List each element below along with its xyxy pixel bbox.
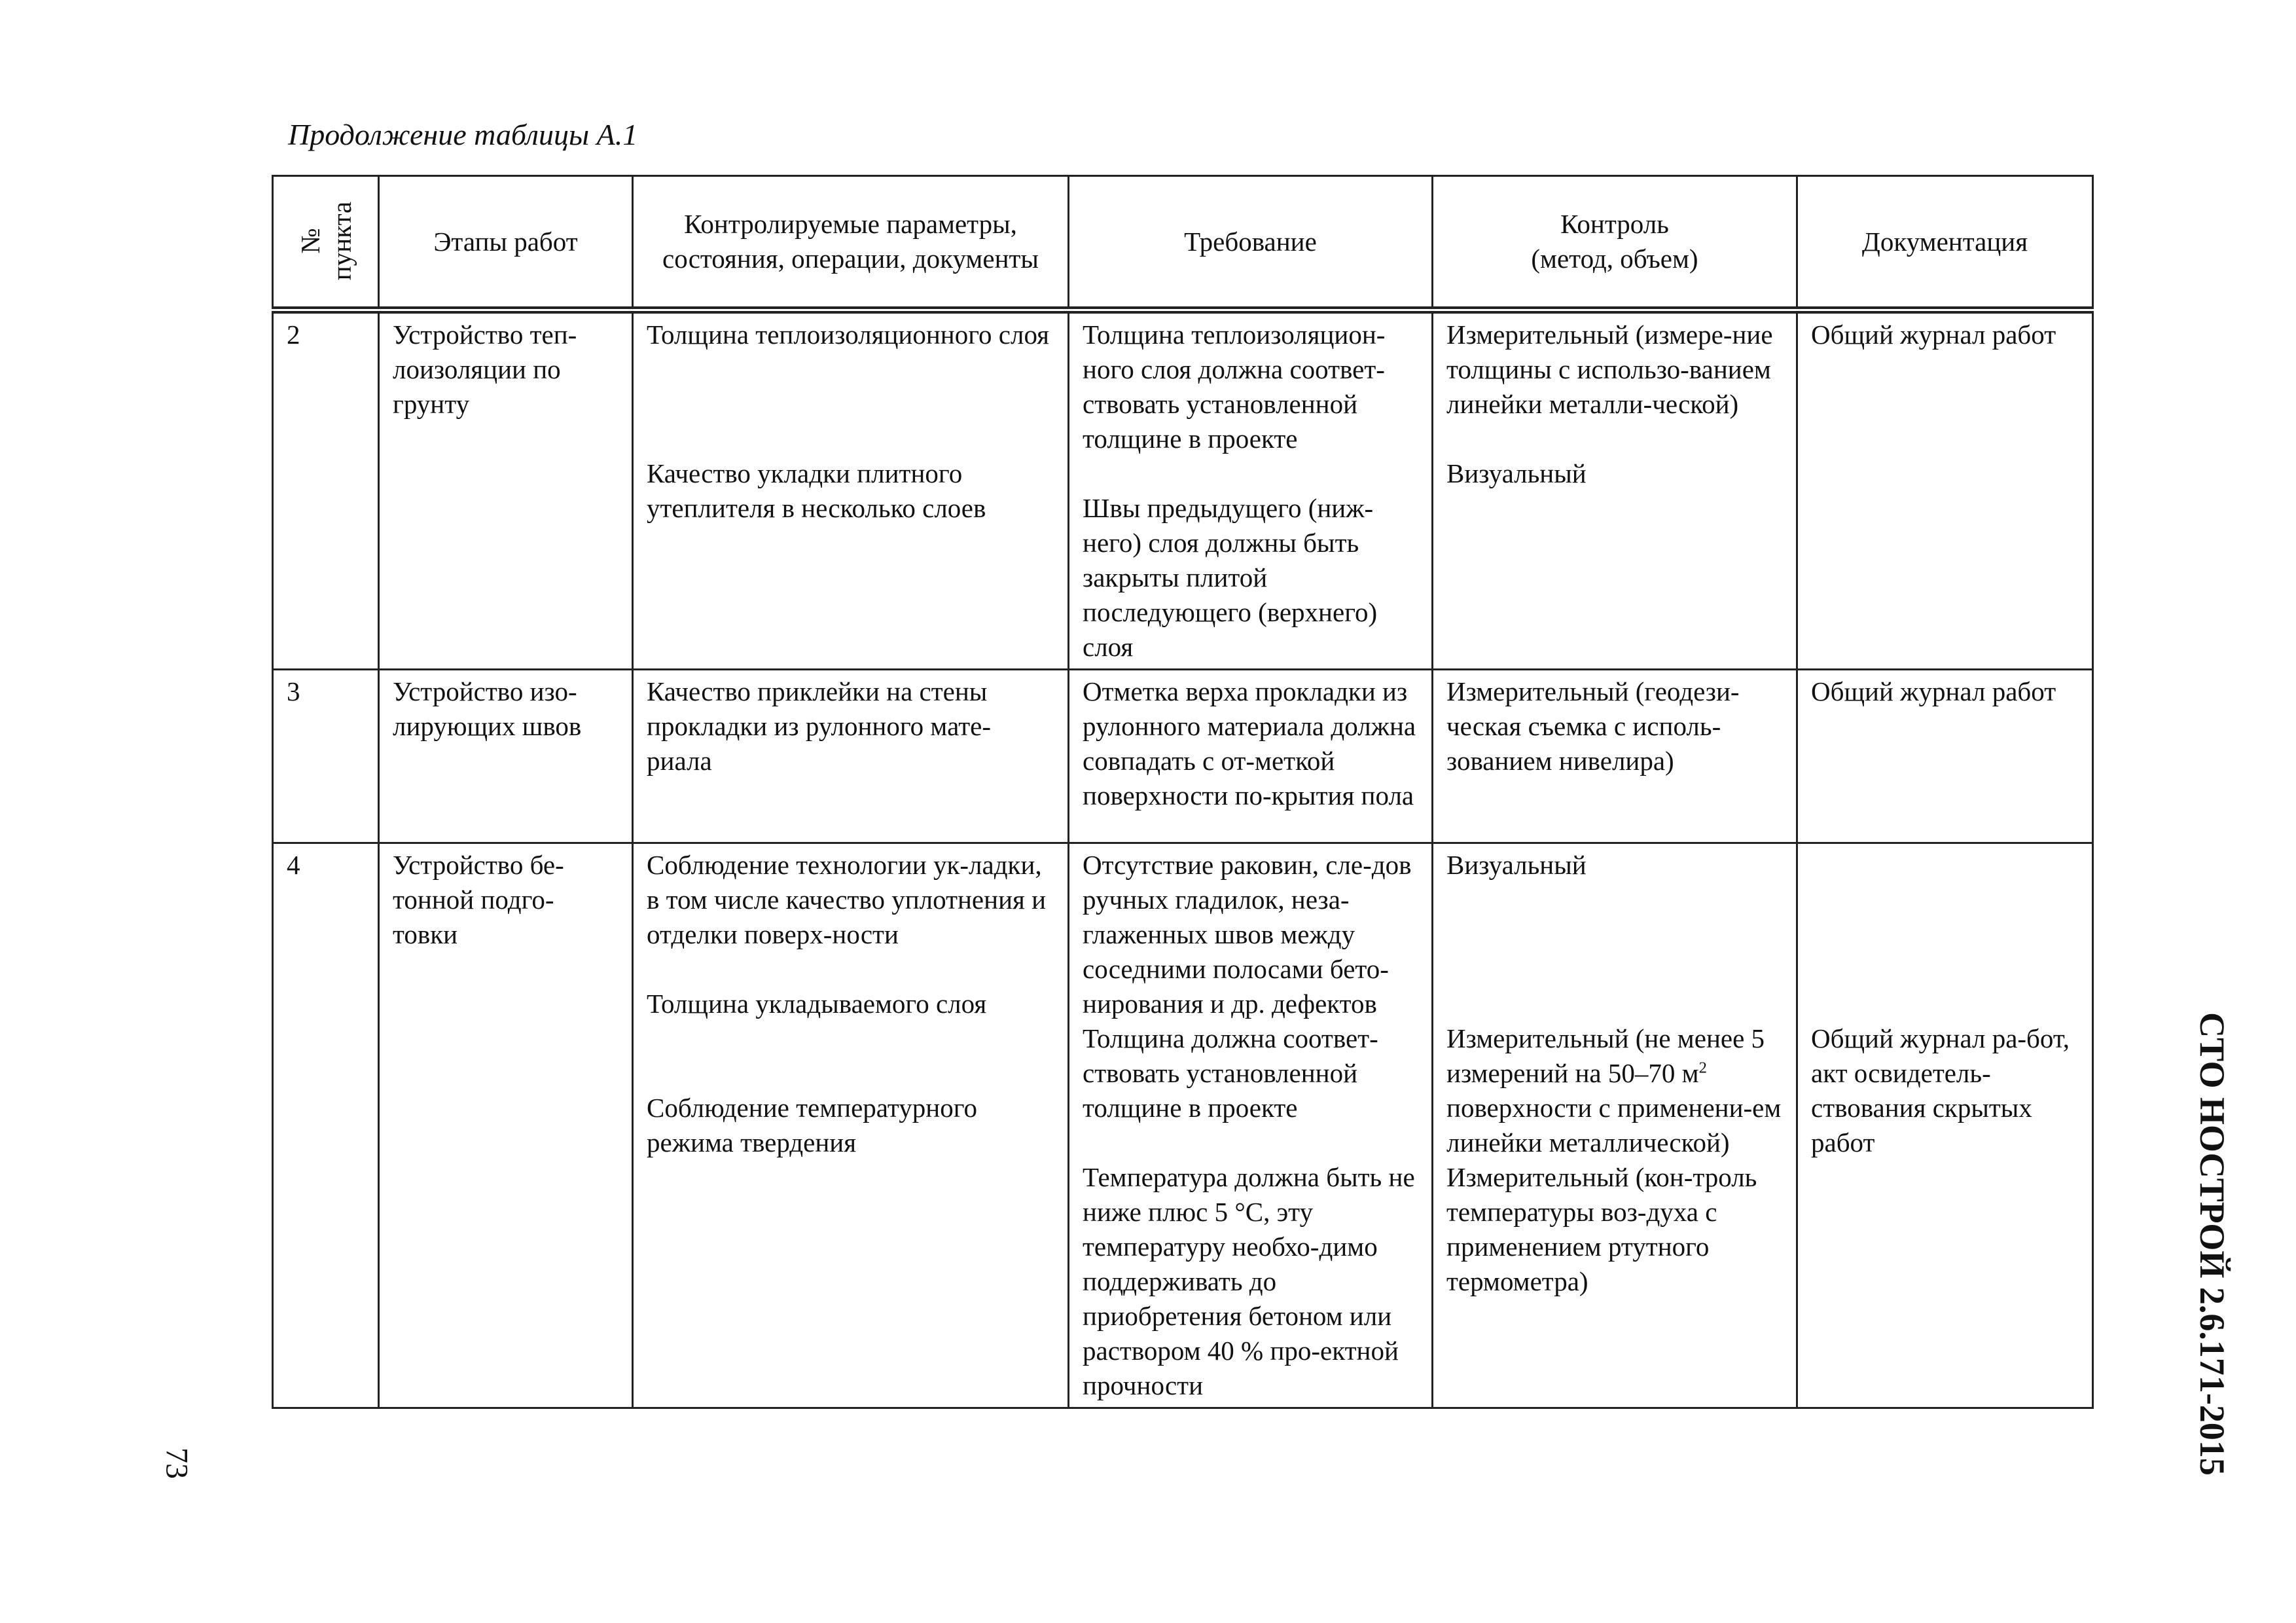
area-measure-text: Измерительный (не менее 5 измерений на 50–70 м bbox=[1446, 1023, 1765, 1088]
row-num: 2 bbox=[273, 310, 379, 670]
square-superscript: 2 bbox=[1698, 1059, 1707, 1077]
row-params: Толщина теплоизоляционного слоя Качество укладки плитного утеплителя в несколько слоев bbox=[633, 310, 1069, 670]
table-row bbox=[273, 310, 2093, 670]
row-stage: Устройство изо-лирующих швов bbox=[379, 670, 633, 843]
row-stage: Устройство теп-лоизоляции по грунту bbox=[379, 310, 633, 670]
row-docs: Общий журнал ра-бот, акт освидетель-ствования скрытых работ bbox=[1797, 843, 2093, 1408]
row-num: 4 bbox=[273, 843, 379, 1408]
row-stage: Устройство бе-тонной подго-товки bbox=[379, 843, 633, 1408]
row-params: Соблюдение технологии ук-ладки, в том числе качество уплотнения и отделки поверх-ности Толщина укладываемого слоя Соблюдение температурного режима твердения bbox=[633, 843, 1069, 1408]
row-control: Измерительный (геодези-ческая съемка с исполь-зованием нивелира) bbox=[1433, 670, 1797, 843]
header-num: № пункта bbox=[273, 176, 379, 310]
side-title: СТО НОСТРОЙ 2.6.171-2015 bbox=[2193, 1012, 2232, 1476]
row-params: Качество приклейки на стены прокладки из рулонного мате-риала bbox=[633, 670, 1069, 843]
row-requirement: Отметка верха прокладки из рулонного материала должна совпадать с от-меткой поверхности по-крытия пола bbox=[1069, 670, 1433, 843]
row-requirement: Отсутствие раковин, сле-дов ручных гладилок, неза-глаженных швов между соседними полосами бето-нирования и др. дефектов Толщина должна соответ-ствовать установленной толщине в проекте Температура должна быть не ниже плюс 5 °С, эту температуру необхо-димо поддерживать до приобретения бетоном или раствором 40 % про-ектной прочности bbox=[1069, 843, 1433, 1408]
table-caption: Продолжение таблицы А.1 bbox=[288, 118, 638, 151]
header-params: Контролируемые параметры, состояния, операции, документы bbox=[633, 176, 1069, 310]
table-header-row bbox=[273, 176, 2093, 310]
row-docs: Общий журнал работ bbox=[1797, 670, 2093, 843]
row-requirement: Толщина теплоизоляцион-ного слоя должна соответ-ствовать установленной толщине в проекте Швы предыдущего (ниж-него) слоя должны быть закрыты плитой последующего (верхнего) слоя bbox=[1069, 310, 1433, 670]
header-stage: Этапы работ bbox=[379, 176, 633, 310]
table-row bbox=[273, 670, 2093, 843]
header-requirement: Требование bbox=[1069, 176, 1433, 310]
row-control: Измерительный (измере-ние толщины с использо-ванием линейки металли-ческой) Визуальный bbox=[1433, 310, 1797, 670]
table-row bbox=[273, 843, 2093, 1408]
row-docs: Общий журнал работ bbox=[1797, 310, 2093, 670]
control-table bbox=[272, 175, 2094, 1409]
header-control: Контроль (метод, объем) bbox=[1433, 176, 1797, 310]
header-docs: Документация bbox=[1797, 176, 2093, 310]
page-number: 73 bbox=[159, 1448, 194, 1479]
row-control: Визуальный Измерительный (не менее 5 измерений на 50–70 $м^2$ поверхности с применени-ем линейки металлической) Измерительный (кон-троль температуры воз-духа с применением ртутного термометра) bbox=[1433, 843, 1797, 1408]
row-num: 3 bbox=[273, 670, 379, 843]
